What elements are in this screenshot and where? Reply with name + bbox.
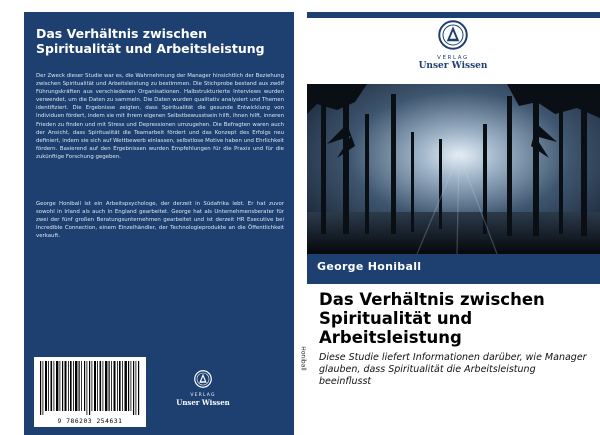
back-publisher-logo: [174, 370, 232, 407]
front-publisher-logo: [403, 20, 503, 71]
barcode-icon: [38, 361, 142, 415]
spine-author: Honiball: [299, 346, 307, 371]
front-publisher-name: Unser Wissen: [418, 61, 488, 71]
front-cover: [307, 12, 600, 435]
front-subtitle: Diese Studie liefert Informationen darüber, wie Manager glauben, dass Spiritualität die Arbeitsleistung beeinflusst: [319, 352, 587, 387]
front-publisher-label: VERLAG: [437, 55, 469, 61]
back-cover: [24, 12, 294, 435]
barcode-number: 9 786203 254631: [57, 418, 123, 425]
author-bio: George Honiball ist ein Arbeitspsychologe, der derzeit in Südafrika lebt. Er hat zuvor sowohl in Irland als auch in England gearbeitet. George hat als Unternehmensberater für zwei der fünf großen Beratungsunternehmen gearbeitet und ist derzeit HR Executive bei Incredible Connection, einem Einzelhändler, der Technologieprodukte an die Öffentlichkeit verkauft.: [36, 201, 284, 240]
back-cover-title: Das Verhältnis zwischen Spiritualität und Arbeitsleistung: [36, 26, 265, 56]
forest-photo: [307, 84, 600, 254]
back-publisher-name: Unser Wissen: [176, 398, 230, 407]
barcode: [34, 357, 146, 427]
publisher-logo-icon: [438, 20, 468, 50]
back-cover-description: Der Zweck dieser Studie war es, die Wahrnehmung der Manager hinsichtlich der Beziehung zwischen Spiritualität und Arbeitsleistung zu bestimmen. Die Stichprobe bestand aus zwölf Führungskräften aus verschiedenen Organisationen. Halbstrukturierte Interviews wurden verwendet, um die Daten zu sammeln. Die Daten wurden qualitativ analysiert und Themen identifiziert. Die Ergebnisse zeigten, dass Spiritualität die gesunde Entwicklung von Individuen fördert, indem sie mit ihrem eigenen Selbstbewusstsein hilft, ihnen hilft, inneren Frieden zu finden und mit Stress und Depressionen umzugehen. Die Befragten waren auch der Ansicht, dass Spiritualität die Teamarbeit fördert und das Konzept des Erfolgs neu definiert, indem sie sich auf Wettbewerb einlassen, selbstlose Motive haben und Ehrlichkeit fördern. Basierend auf den Ergebnissen wurden Empfehlungen für die Praxis und für die zukünftige Forschung gegeben.: [36, 73, 284, 160]
publisher-logo-icon: [194, 370, 212, 388]
back-publisher-label: VERLAG: [190, 393, 216, 398]
front-author: George Honiball: [317, 260, 422, 273]
front-title: Das Verhältnis zwischen Spiritualität und Arbeitsleistung: [319, 290, 545, 347]
author-band: [307, 254, 600, 284]
front-top-bar: [307, 12, 600, 18]
